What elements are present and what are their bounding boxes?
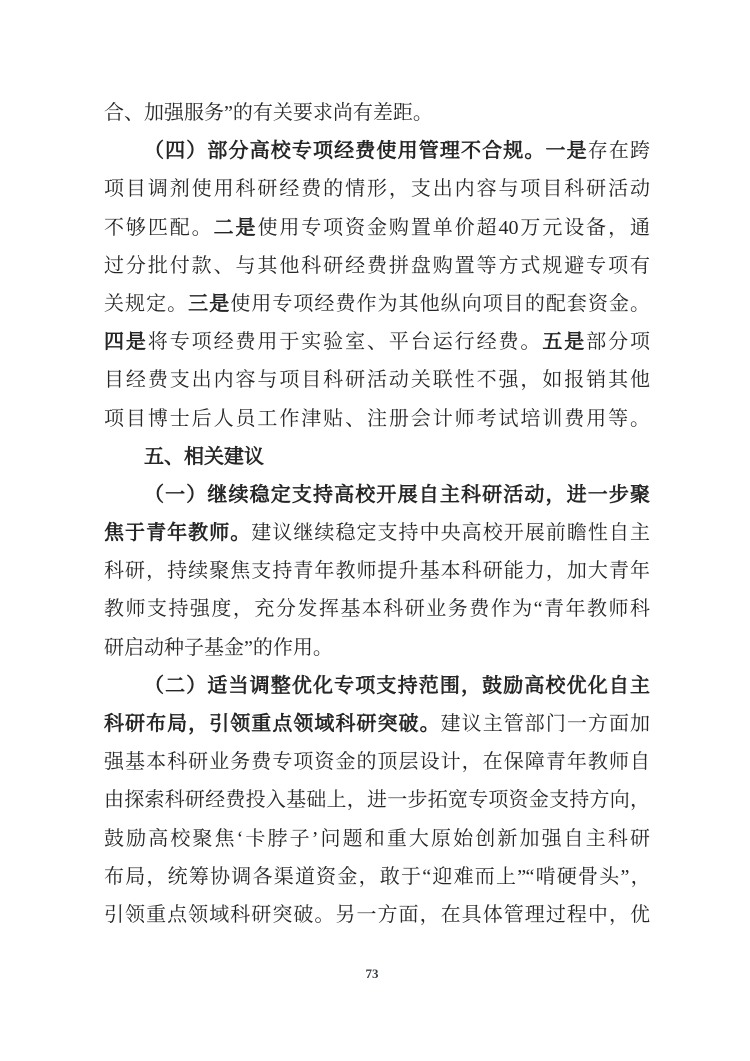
text-line	[104, 820, 650, 858]
text-segment: 关规定。	[104, 292, 189, 315]
text-line	[104, 629, 650, 667]
text-line	[104, 209, 650, 247]
bold-text-segment: 四是	[104, 331, 148, 354]
text-segment: 将专项经费用于实验室、平台运行经费。	[147, 331, 543, 354]
bold-text-segment: （四）部分高校专项经费使用管理不合规。一是	[144, 140, 588, 163]
text-segment: 存在跨	[587, 140, 650, 163]
bold-text-segment: 焦于青年教师。	[104, 522, 252, 545]
text-segment: 建议主管部门一方面加	[440, 713, 650, 735]
bold-text-segment: 科研布局，引领重点领域科研突破。	[104, 713, 441, 735]
text-segment: 目经费支出内容与项目科研活动关联性不强，如报销其他	[104, 369, 650, 392]
bold-text-segment: 五是	[542, 331, 587, 354]
text-line	[104, 514, 650, 552]
text-line	[104, 858, 650, 896]
bold-text-segment: 三是	[188, 292, 231, 315]
text-line	[104, 361, 650, 399]
text-segment: 建议继续稳定支持中央高校开展前瞻性自主	[251, 522, 650, 545]
text-line	[104, 743, 650, 781]
text-segment: 由探索科研经费投入基础上，进一步拓宽专项资金支持方向，	[104, 789, 650, 812]
text-line	[104, 132, 650, 170]
text-segment: 不够匹配。	[104, 216, 214, 239]
text-line	[104, 896, 650, 934]
text-segment: 使用专项经费作为其他纵向项目的配套资金。	[230, 292, 650, 315]
text-segment: 引领重点领域科研突破。另一方面，在具体管理过程中，优	[104, 903, 650, 926]
text-line	[104, 170, 650, 208]
text-line	[104, 285, 650, 323]
document-body	[104, 94, 650, 934]
text-segment: 研启动种子基金”的作用。	[104, 636, 333, 659]
text-segment: 使用专项资金购置单价超40万元设备，通	[257, 216, 650, 239]
text-segment: 部分项	[586, 331, 650, 354]
text-line	[104, 667, 650, 705]
text-line	[104, 400, 650, 438]
text-line	[104, 247, 650, 285]
text-line	[104, 476, 650, 514]
section-heading	[104, 438, 650, 476]
page-number: 73	[365, 966, 379, 981]
bold-text-segment: 二是	[213, 216, 258, 239]
text-line	[104, 705, 650, 743]
text-line	[104, 781, 650, 819]
text-segment: 布局，统筹协调各渠道资金，敢于“迎难而上”“啃硬骨头”，	[104, 865, 650, 888]
text-line	[104, 552, 650, 590]
text-line	[104, 323, 650, 361]
text-line	[104, 94, 650, 132]
text-segment: 合、加强服务”的有关要求尚有差距。	[104, 102, 433, 124]
text-segment: 项目博士后人员工作津贴、注册会计师考试培训费用等。	[104, 407, 650, 430]
text-segment: 科研，持续聚焦支持青年教师提升基本科研能力，加大青年	[104, 560, 650, 583]
text-line	[104, 590, 650, 628]
bold-text-segment: 五、相关建议	[144, 445, 264, 468]
text-segment: 教师支持强度，充分发挥基本科研业务费作为“青年教师科	[104, 598, 650, 621]
text-segment: 过分批付款、与其他科研经费拼盘购置等方式规避专项有	[104, 254, 650, 277]
bold-text-segment: （二）适当调整优化专项支持范围，鼓励高校优化自主	[144, 674, 650, 697]
text-segment: 项目调剂使用科研经费的情形，支出内容与项目科研活动	[104, 178, 650, 201]
bold-text-segment: （一）继续稳定支持高校开展自主科研活动，进一步聚	[144, 483, 650, 506]
text-segment: 鼓励高校聚焦‘卡脖子’问题和重大原始创新加强自主科研	[104, 827, 650, 850]
text-segment: 强基本科研业务费专项资金的顶层设计，在保障青年教师自	[104, 751, 650, 774]
